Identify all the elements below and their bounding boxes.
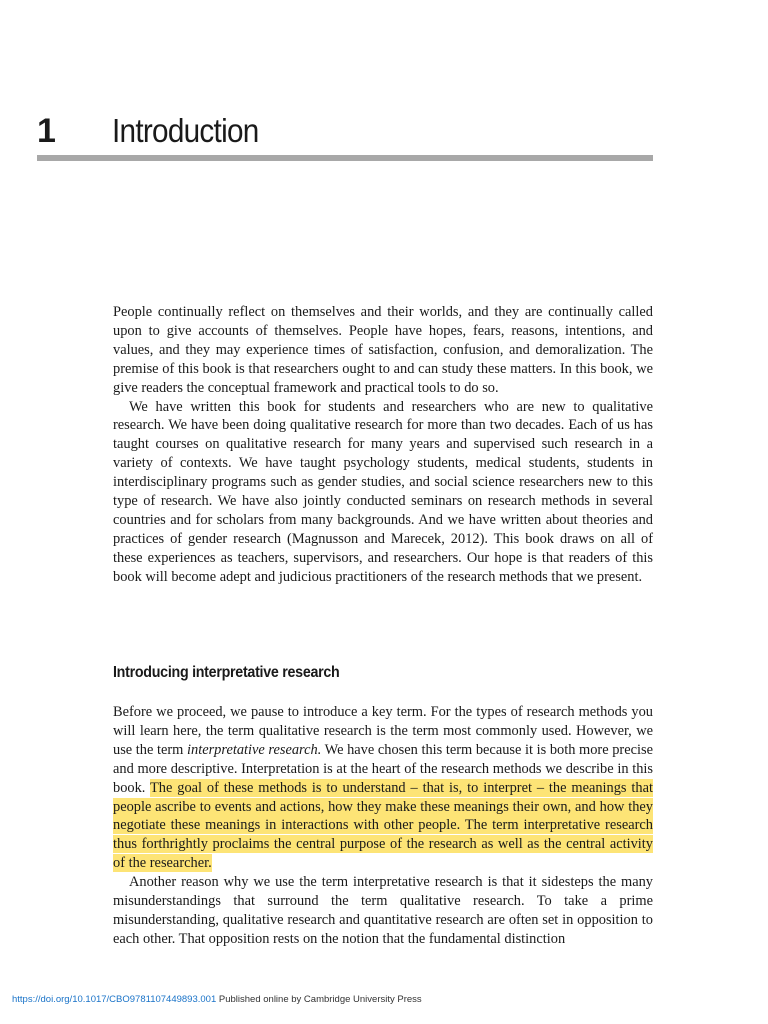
highlighted-passage: The goal of these methods is to understand – that is, to interpret – the meanings that people ascribe to events and actions, how they make these meanings their own, and how they negotiate these meanings in interactions with other people. The term interpretative research thus forthrightly proclaims the central purpose of the research as well as the central activity of the researcher. <box>113 779 653 872</box>
intro-paragraph-2: We have written this book for students and researchers who are new to qualitative research. We have been doing qualitative research for more than two decades. Each of us has taught courses on qualitative research for many years and supervised such research in a variety of contexts. We have taught psychology students, medical students, students in interdisciplinary programs such as gender studies, and social science researchers new to this type of research. We have also jointly conducted seminars on research methods in several countries and for scholars from many backgrounds. And we have written about theories and practices of gender research (Magnusson and Marecek, 2012). This book draws on all of these experiences as teachers, supervisors, and researchers. Our hope is that readers of this book will become adept and judicious practitioners of the research methods that we present. <box>113 398 653 585</box>
italic-term: interpretative research. <box>187 741 322 758</box>
section-heading: Introducing interpretative research <box>113 664 340 681</box>
section-paragraph-1 <box>113 703 653 873</box>
section-text <box>113 703 653 949</box>
doi-link[interactable]: https://doi.org/10.1017/CBO9781107449893.001 <box>12 994 217 1005</box>
section-paragraph-1-middle: We have chosen this term because it is both more precise and more descriptive. Interpretation is at the heart of the research methods we describe in this book. <box>113 741 653 796</box>
title-rule <box>37 155 653 161</box>
intro-paragraph-1: People continually reflect on themselves and their worlds, and they are continually called upon to give accounts of themselves. People have hopes, fears, reasons, intentions, and values, and they may experience times of satisfaction, confusion, and demoralization. The premise of this book is that researchers ought to and can study these matters. In this book, we give readers the conceptual framework and practical tools to do so. <box>113 304 653 396</box>
section-paragraph-1-start: Before we proceed, we pause to introduce a key term. For the types of research methods you will learn here, the term qualitative research is the term most commonly used. However, we use the term <box>113 704 653 758</box>
section-paragraph-2: Another reason why we use the term interpretative research is that it sidesteps the many misunderstandings that surround the term qualitative research. To take a prime misunderstanding, qualitative research and quantitative research are often set in opposition to each other. That opposition rests on the notion that the fundamental distinction <box>113 874 653 947</box>
published-note: Published online by Cambridge University Press <box>216 994 422 1005</box>
footer <box>12 994 422 1006</box>
intro-text <box>113 303 653 587</box>
chapter-title: Introduction <box>112 112 259 149</box>
chapter-number: 1 <box>37 112 56 150</box>
